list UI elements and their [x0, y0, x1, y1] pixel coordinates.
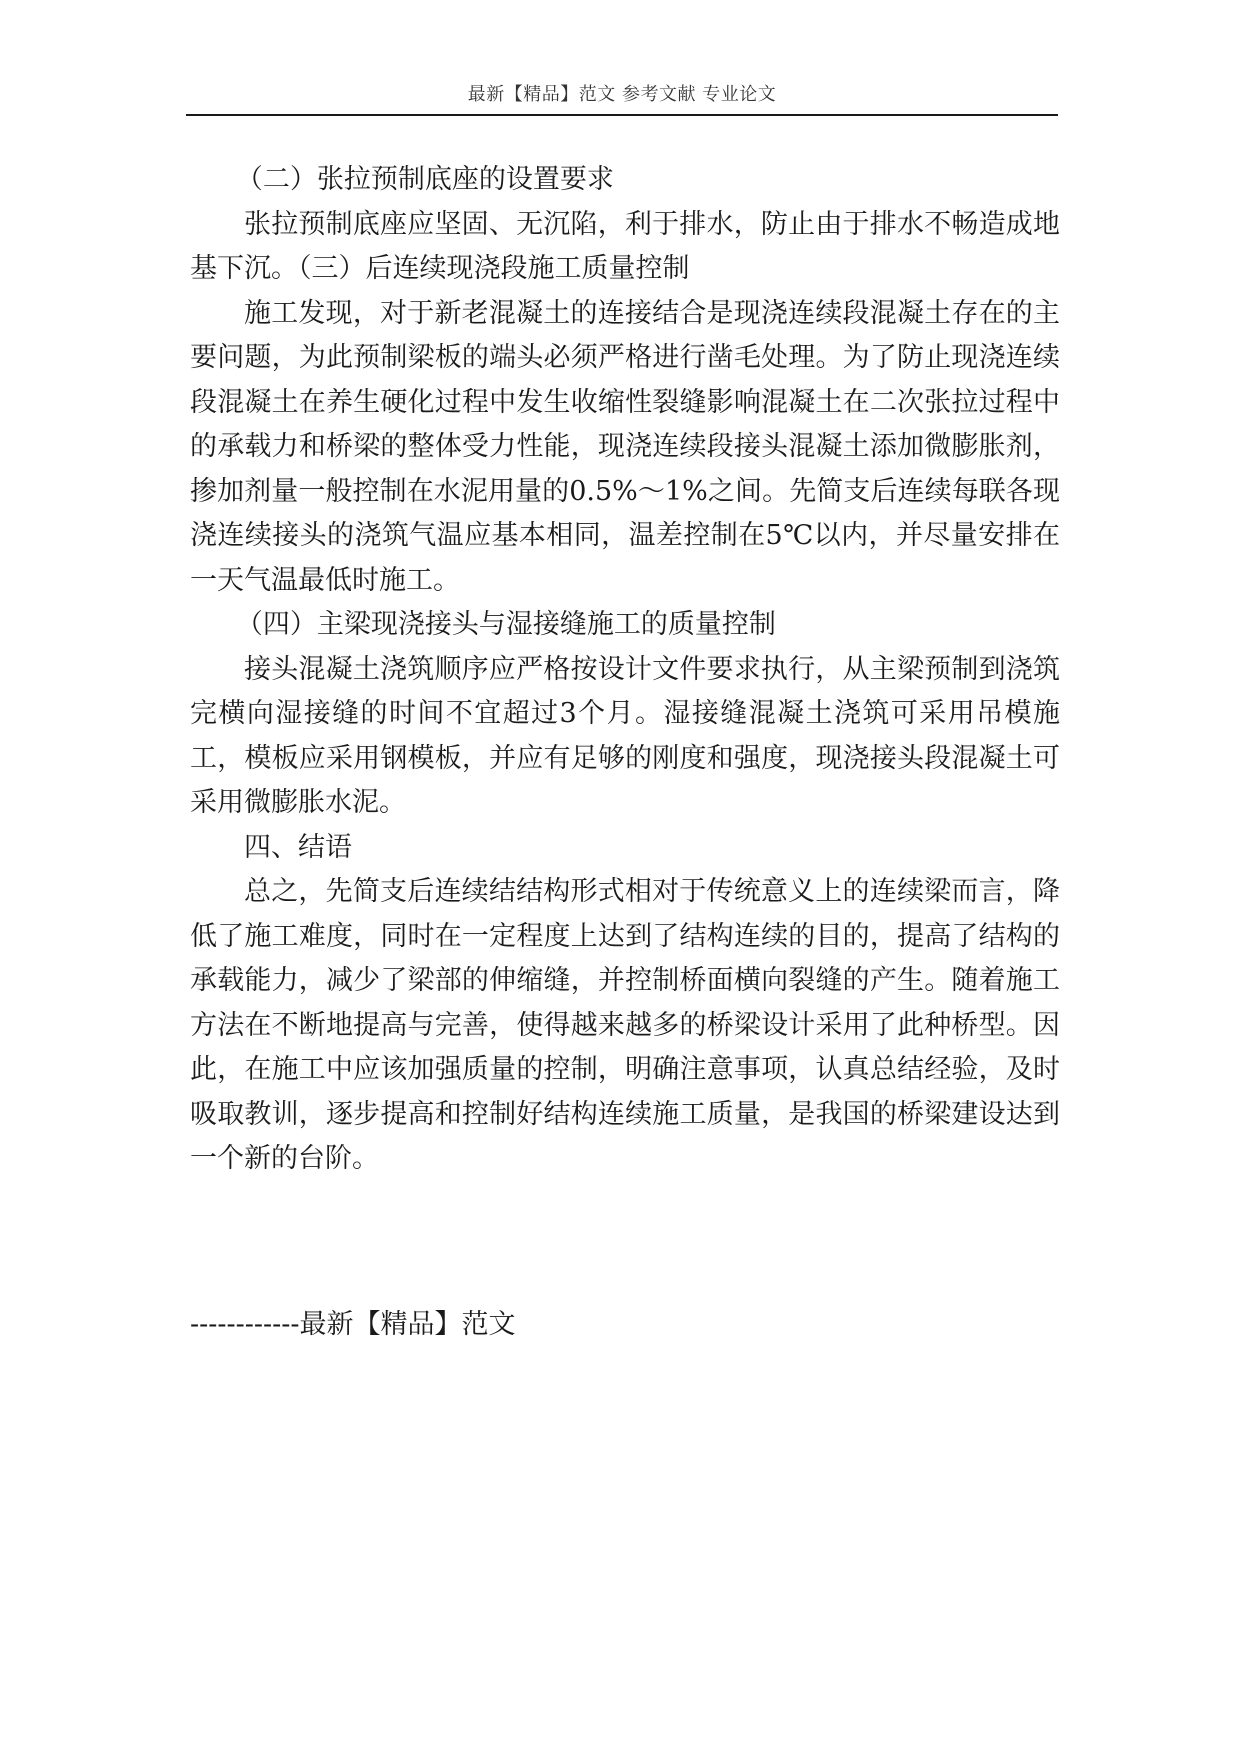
page-header: 最新【精品】范文 参考文献 专业论文 [467, 84, 777, 105]
paragraph-base-requirements: 张拉预制底座应坚固、无沉陷，利于排水，防止由于排水不畅造成地基下沉。（三）后连续现浇段施工质量控制 [190, 208, 1060, 284]
section-heading-base-requirements: （二）张拉预制底座的设置要求 [235, 164, 614, 195]
header-divider [186, 114, 1058, 116]
section-heading-conclusion: 四、结语 [244, 831, 352, 863]
paragraph-cast-in-place-control: 施工发现，对于新老混凝土的连接结合是现浇连续段混凝土存在的主要问题，为此预制梁板的端头必须严格进行凿毛处理。为了防止现浇连续段混凝土在养生硬化过程中发生收缩性裂缝影响混凝土在二次张拉过程中的承载力和桥梁的整体受力性能，现浇连续段接头混凝土添加微膨胀剂，掺加剂量一般控制在水泥用量的0.5%～1%之间。先简支后连续每联各现浇连续接头的浇筑气温应基本相同，温差控制在5℃以内，并尽量安排在一天气温最低时施工。 [190, 297, 1060, 596]
paragraph-wet-joint: 接头混凝土浇筑顺序应严格按设计文件要求执行，从主梁预制到浇筑完横向湿接缝的时间不宜超过3个月。湿接缝混凝土浇筑可采用吊模施工，模板应采用钢模板，并应有足够的刚度和强度，现浇接头段混凝土可采用微膨胀水泥。 [190, 653, 1060, 818]
document-body [190, 158, 1060, 1182]
page-footer: ------------最新【精品】范文 [190, 1309, 516, 1340]
section-heading-wet-joint: （四）主梁现浇接头与湿接缝施工的质量控制 [235, 609, 776, 640]
paragraph-conclusion: 总之，先简支后连续结结构形式相对于传统意义上的连续梁而言，降低了施工难度，同时在一定程度上达到了结构连续的目的，提高了结构的承载能力，减少了梁部的伸缩缝，并控制桥面横向裂缝的产生。随着施工方法在不断地提高与完善，使得越来越多的桥梁设计采用了此种桥型。因此，在施工中应该加强质量的控制，明确注意事项，认真总结经验，及时吸取教训，逐步提高和控制好结构连续施工质量，是我国的桥梁建设达到一个新的台阶。 [190, 876, 1060, 1174]
